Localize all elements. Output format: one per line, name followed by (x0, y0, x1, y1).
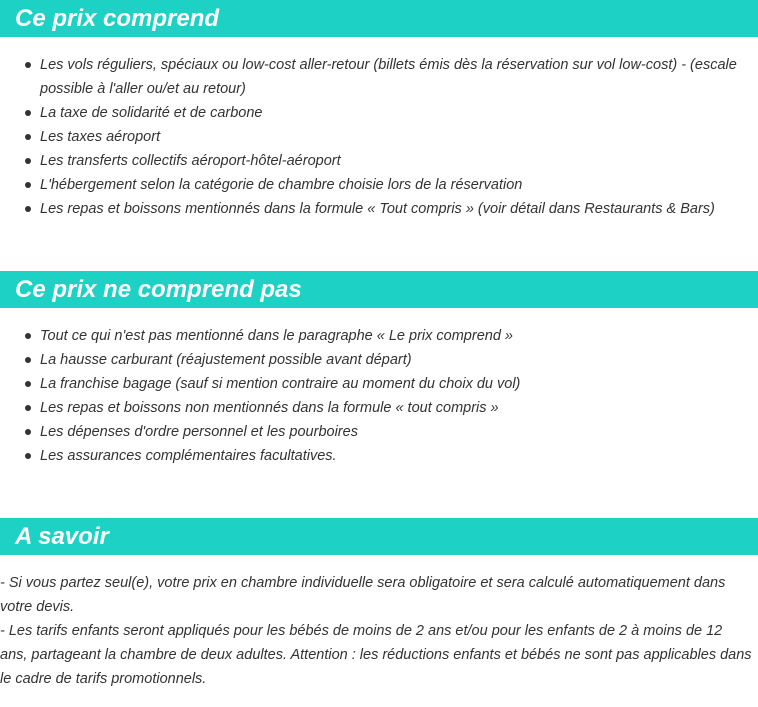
bullet-icon (25, 62, 31, 68)
bullet-icon (25, 134, 31, 140)
list-item (0, 348, 740, 372)
not-included-list (0, 324, 740, 468)
bullet-icon (25, 158, 31, 164)
bullet-icon (25, 182, 31, 188)
list-item (0, 197, 740, 221)
list-item-text: La hausse carburant (réajustement possible avant départ) (40, 352, 412, 368)
list-item-text: Tout ce qui n'est pas mentionné dans le paragraphe « Le prix comprend » (40, 328, 513, 344)
list-item (0, 125, 740, 149)
list-item (0, 420, 740, 444)
bullet-icon (25, 333, 31, 339)
list-item-text: Les transferts collectifs aéroport-hôtel-aéroport (40, 153, 341, 169)
list-item-text: Les assurances complémentaires facultatives. (40, 448, 337, 464)
list-item (0, 101, 740, 125)
list-item-text: L'hébergement selon la catégorie de chambre choisie lors de la réservation (40, 177, 523, 193)
info-paragraph: - Les tarifs enfants seront appliqués pour les bébés de moins de 2 ans et/ou pour les enfants de 2 à moins de 12 ans, partageant la chambre de deux adultes. Attention : les réductions enfants et bébés ne sont pas applicables dans le cadre de tarifs promotionnels. (0, 623, 752, 687)
bullet-icon (25, 357, 31, 363)
list-item-text: La franchise bagage (sauf si mention contraire au moment du choix du vol) (40, 376, 521, 392)
bullet-icon (25, 453, 31, 459)
list-item (0, 173, 740, 197)
list-item-text: Les taxes aéroport (40, 129, 161, 145)
list-item-text: Les repas et boissons non mentionnés dans la formule « tout compris » (40, 400, 499, 416)
bullet-icon (25, 405, 31, 411)
list-item-text: La taxe de solidarité et de carbone (40, 105, 263, 121)
list-item-text: Les vols réguliers, spéciaux ou low-cost aller-retour (billets émis dès la réservation sur vol low-cost) - (escale possible à l'aller ou/et au retour) (40, 57, 737, 97)
bullet-icon (25, 206, 31, 212)
section-title-good-to-know: A savoir (0, 518, 758, 555)
list-item (0, 396, 740, 420)
section-title-included: Ce prix comprend (0, 0, 758, 37)
bullet-icon (25, 110, 31, 116)
list-item (0, 324, 740, 348)
info-paragraph: - Si vous partez seul(e), votre prix en chambre individuelle sera obligatoire et sera calculé automatiquement dans votre devis. (0, 575, 726, 615)
bullet-icon (25, 429, 31, 435)
list-item-text: Les dépenses d'ordre personnel et les pourboires (40, 424, 358, 440)
included-list (0, 53, 740, 221)
list-item-text: Les repas et boissons mentionnés dans la formule « Tout compris » (voir détail dans Restaurants & Bars) (40, 201, 715, 217)
list-item (0, 372, 740, 396)
list-item (0, 149, 740, 173)
section-title-not-included: Ce prix ne comprend pas (0, 271, 758, 308)
list-item (0, 53, 740, 101)
list-item (0, 444, 740, 468)
bullet-icon (25, 381, 31, 387)
